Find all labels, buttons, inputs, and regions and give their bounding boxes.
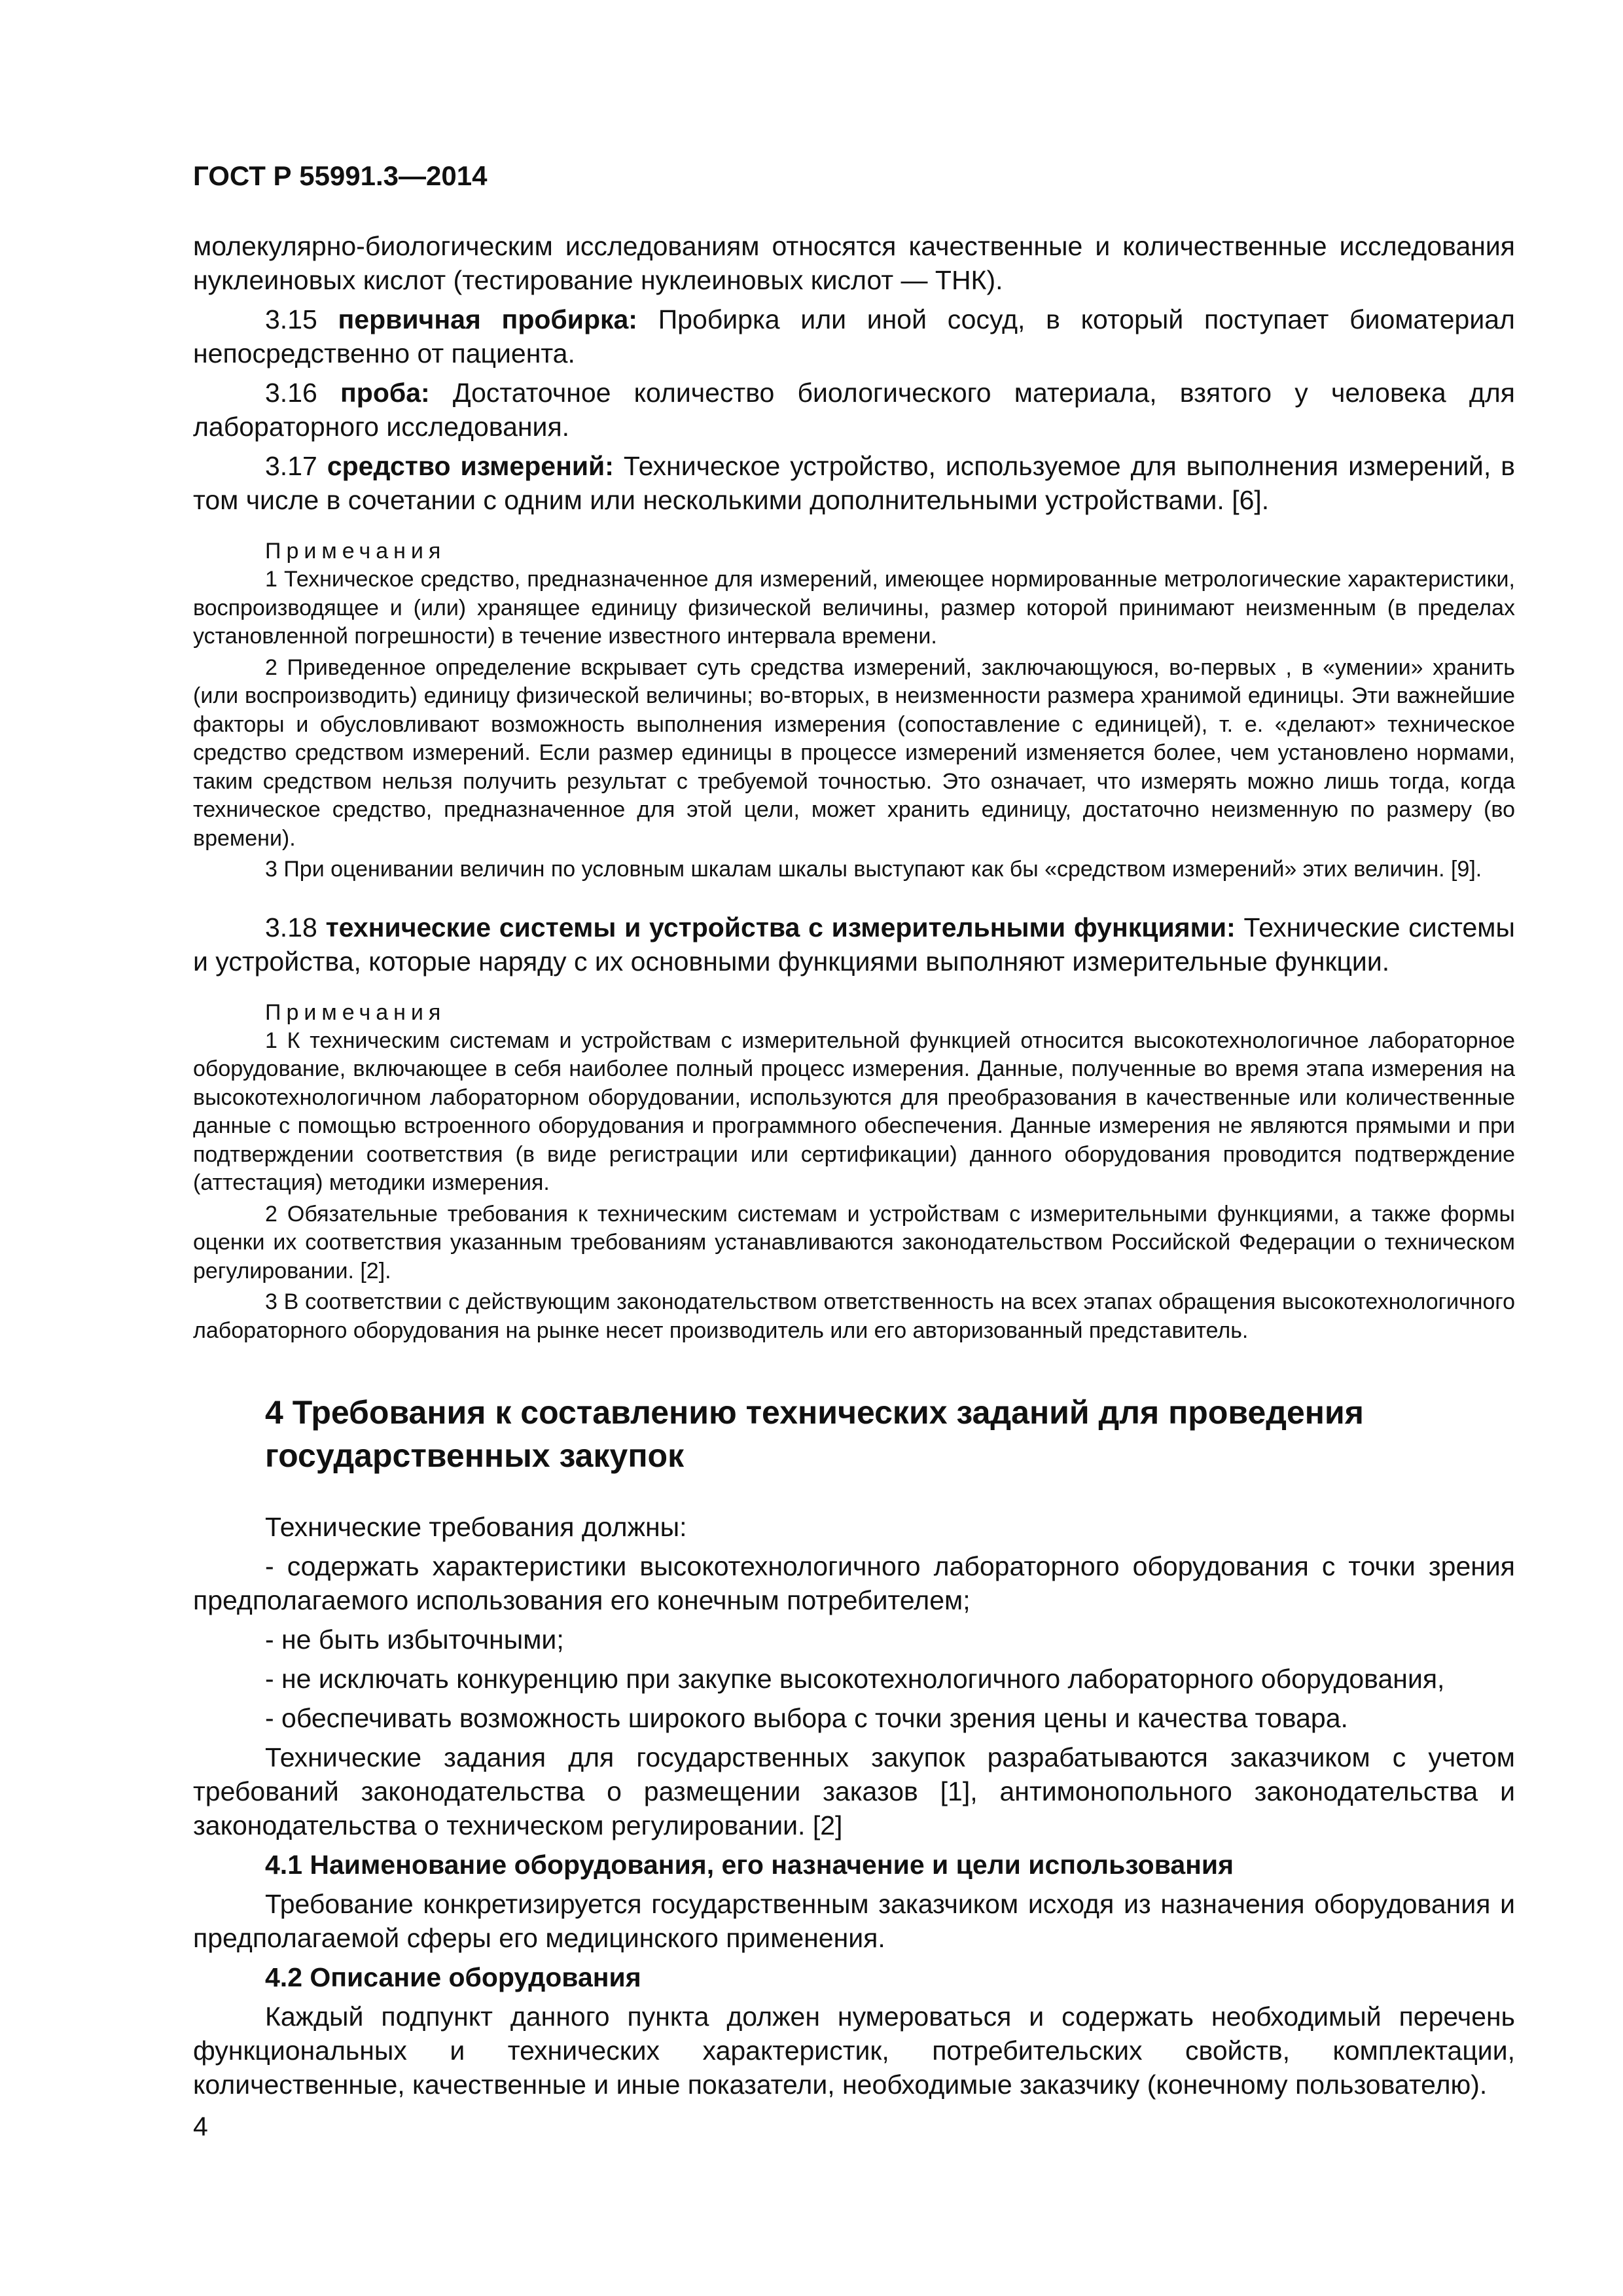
definition-3-16: [193, 376, 1515, 444]
definition-term: первичная пробирка:: [338, 304, 637, 334]
section-4-2-text: Каждый подпункт данного пункта должен нумероваться и содержать необходимый перечень функциональных и технических характеристик, потребительских свойств, комплектации, количественные, качественные и иные показатели, необходимые заказчику (конечному пользователю).: [193, 2001, 1515, 2100]
definition-number: 3.18: [265, 912, 317, 942]
note-item: 2 Приведенное определение вскрывает суть средства измерений, заключающуюся, во-первых , в «умении» хранить (или воспроизводить) единицу физической величины; во-вторых, в неизменности размера хранимой единицы. Эти важнейшие факторы и обусловливают возможность выполнения измерения (сопоставление с единицей), т. е. «делают» техническое средство средством измерений. Если размер единицы в процессе измерений изменяется более, чем установлено нормами, таким средством нельзя получить результат с требуемой точностью. Это означает, что измерять можно лишь тогда, когда техническое средство, предназначенное для этой цели, может хранить единицу, достаточно неизменную по размеру (во времени).: [193, 655, 1515, 851]
definition-term: проба:: [340, 378, 430, 408]
note-item: 3 При оценивании величин по условным шкалам шкалы выступают как бы «средством измерений» этих величин. [9].: [265, 857, 1482, 882]
definition-3-18: [193, 910, 1515, 978]
continued-paragraph: молекулярно-биологическим исследованиям относятся качественные и количественные исследования нуклеиновых кислот (тестирование нуклеиновых кислот — ТНК).: [193, 231, 1515, 295]
definition-3-17: [193, 449, 1515, 517]
note-item: 3 В соответствии с действующим законодательством ответственность на всех этапах обращения высокотехнологичного лабораторного оборудования на рынке несет производитель или его авторизованный представитель.: [193, 1289, 1515, 1343]
page-number: 4: [193, 2111, 208, 2142]
section-4-1-heading: 4.1 Наименование оборудования, его назначение и цели использования: [265, 1850, 1234, 1880]
notes-heading: Примечания: [265, 999, 446, 1025]
definition-number: 3.15: [265, 304, 317, 334]
definition-3-15: [193, 302, 1515, 370]
page-body: [193, 229, 1515, 2107]
definition-term: средство измерений:: [327, 451, 614, 481]
section-4-heading: 4 Требования к составлению технических заданий для проведения государственных закупок: [265, 1394, 1364, 1474]
definition-text: Техническое устройство, используемое для выполнения измерений, в том числе в сочетании с одним или несколькими дополнительными устройствами. [6].: [193, 451, 1515, 515]
section-4-intro: Технические требования должны:: [265, 1512, 687, 1542]
list-item: - обеспечивать возможность широкого выбора с точки зрения цены и качества товара.: [265, 1703, 1348, 1733]
list-item: - содержать характеристики высокотехнологичного лабораторного оборудования с точки зрения предполагаемого использования его конечным потребителем;: [193, 1551, 1515, 1615]
note-item: 1 К техническим системам и устройствам с измерительной функцией относится высокотехнологичное лабораторное оборудование, включающее в себя наиболее полный процесс измерения. Данные, полученные во время этапа измерения на высокотехнологичном лабораторном оборудовании, используются для преобразования в качественные или количественные данные с помощью встроенного оборудования и программного обеспечения. Данные измерения не являются прямыми и при подтверждении соответствия (в виде регистрации или сертификации) данного оборудования проводится подтверждение (аттестация) методики измерения.: [193, 1028, 1515, 1195]
definition-text: Технические системы и устройства, которые наряду с их основными функциями выполняют измерительные функции.: [193, 912, 1515, 977]
section-4-1-text: Требование конкретизируется государственным заказчиком исходя из назначения оборудования и предполагаемой сферы его медицинского применения.: [193, 1889, 1515, 1953]
definition-text: Пробирка или иной сосуд, в который поступает биоматериал непосредственно от пациента.: [193, 304, 1515, 368]
definition-text: Достаточное количество биологического материала, взятого у человека для лабораторного исследования.: [193, 378, 1515, 442]
list-item: - не исключать конкуренцию при закупке высокотехнологичного лабораторного оборудования,: [265, 1664, 1445, 1694]
list-item: - не быть избыточными;: [265, 1624, 564, 1655]
note-item: 1 Техническое средство, предназначенное для измерений, имеющее нормированные метрологические характеристики, воспроизводящее и (или) хранящее единицу физической величины, размер которой принимают неизменным (в пределах установленной погрешности) в течение известного интервала времени.: [193, 567, 1515, 649]
note-item: 2 Обязательные требования к техническим системам и устройствам с измерительными функциями, а также формы оценки их соответствия указанным требованиям устанавливаются законодательством Российской Федерации о техническом регулировании. [2].: [193, 1201, 1515, 1283]
definition-term: технические системы и устройства с измерительными функциями:: [325, 912, 1236, 942]
section-4-2-heading: 4.2 Описание оборудования: [265, 1962, 641, 1992]
section-4-paragraph: Технические задания для государственных закупок разрабатываются заказчиком с учетом требований законодательства о размещении заказов [1], антимонопольного законодательства и законодательства о техническом регулировании. [2]: [193, 1742, 1515, 1840]
document-header: ГОСТ Р 55991.3—2014: [193, 160, 488, 191]
definition-number: 3.17: [265, 451, 317, 481]
notes-heading: Примечания: [265, 539, 446, 564]
definition-number: 3.16: [265, 378, 317, 408]
